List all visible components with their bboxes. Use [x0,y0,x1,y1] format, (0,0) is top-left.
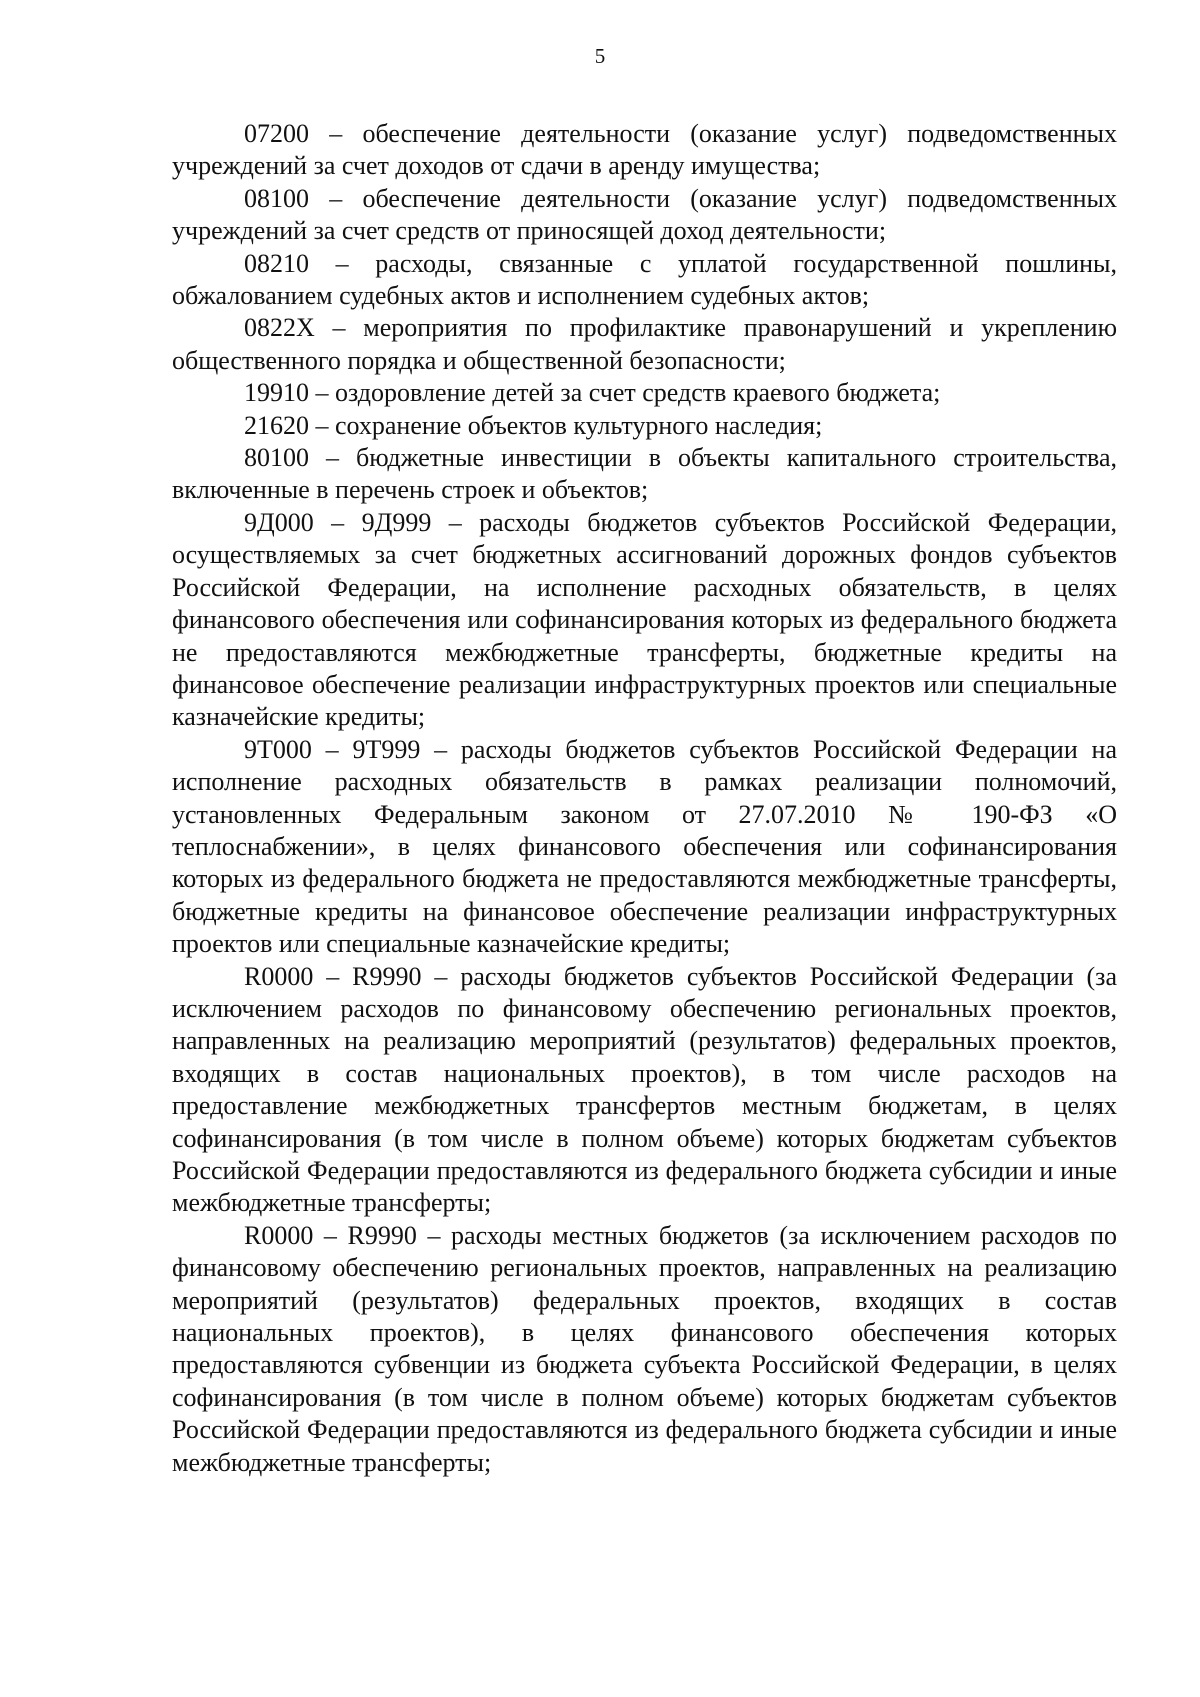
paragraph-r0000-r9990-regional: R0000 – R9990 – расходы бюджетов субъектов Российской Федерации (за исключением расходов по финансовому обеспечению региональных проектов, направленных на реализацию мероприятий (результатов) федеральных проектов, входящих в состав национальных проектов), в том числе расходов на предоставление межбюджетных трансфертов местным бюджетам, в целях софинансирования (в том числе в полном объеме) которых бюджетам субъектов Российской Федерации предоставляются из федерального бюджета субсидии и иные межбюджетные трансферты; [172,961,1117,1218]
paragraph-0822x: 0822Х – мероприятия по профилактике правонарушений и укреплению общественного порядка и общественной безопасности; [172,313,1117,375]
paragraph-9d000-9d999: 9Д000 – 9Д999 – расходы бюджетов субъектов Российской Федерации, осуществляемых за счет бюджетных ассигнований дорожных фондов субъектов Российской Федерации, на исполнение расходных обязательств, в целях финансового обеспечения или софинансирования которых из федерального бюджета не предоставляются межбюджетные трансферты, бюджетные кредиты на финансовое обеспечение реализации инфраструктурных проектов или специальные казначейские кредиты; [172,507,1117,732]
paragraph-r0000-r9990-local: R0000 – R9990 – расходы местных бюджетов (за исключением расходов по финансовому обеспечению региональных проектов, направленных на реализацию мероприятий (результатов) федеральных проектов, входящих в состав национальных проектов), в целях финансового обеспечения которых предоставляются субвенции из бюджета субъекта Российской Федерации, в целях софинансирования (в том числе в полном объеме) которых бюджетам субъектов Российской Федерации предоставляются из федерального бюджета субсидии и иные межбюджетные трансферты; [172,1220,1117,1477]
paragraph-21620: 21620 – сохранение объектов культурного наследия; [244,410,823,440]
paragraph-9t000-9t999: 9Т000 – 9Т999 – расходы бюджетов субъектов Российской Федерации на исполнение расходных обязательств в рамках реализации полномочий, установленных Федеральным законом от 27.07.2010 № 190-ФЗ «О теплоснабжении», в целях финансового обеспечения или софинансирования которых из федерального бюджета не предоставляются межбюджетные трансферты, бюджетные кредиты на финансовое обеспечение реализации инфраструктурных проектов или специальные казначейские кредиты; [172,734,1117,959]
paragraph-80100: 80100 – бюджетные инвестиции в объекты капитального строительства, включенные в перечень строек и объектов; [172,443,1117,505]
page-number: 5 [594,44,606,68]
document-body [172,118,1117,1479]
paragraph-19910: 19910 – оздоровление детей за счет средств краевого бюджета; [244,378,941,408]
paragraph-08210: 08210 – расходы, связанные с уплатой государственной пошлины, обжалованием судебных актов и исполнением судебных актов; [172,248,1117,311]
paragraph-07200: 07200 – обеспечение деятельности (оказание услуг) подведомственных учреждений за счет доходов от сдачи в аренду имущества; [172,119,1117,181]
paragraph-08100: 08100 – обеспечение деятельности (оказание услуг) подведомственных учреждений за счет средств от приносящей доход деятельности; [172,183,1117,246]
